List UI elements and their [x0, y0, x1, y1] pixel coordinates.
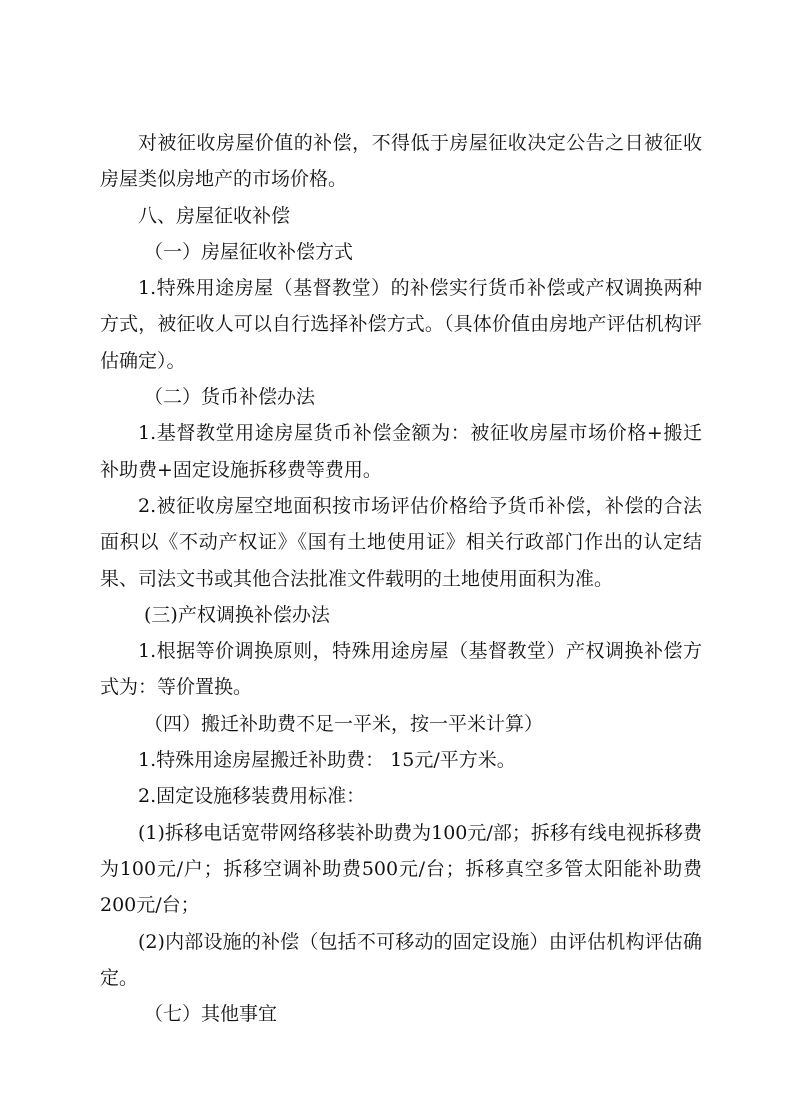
subheading-7: （七）其他事宜: [144, 1003, 278, 1026]
paragraph-equal-value-exchange: 1.根据等价调换原则，特殊用途房屋（基督教堂）产权调换补偿方式为：等价置换。: [100, 640, 702, 699]
paragraph-monetary-amount: 1.基督教堂用途房屋货币补偿金额为：被征收房屋市场价格+搬迁补助费+固定设施拆移费等费用。: [100, 422, 702, 481]
paragraph-vacant-land: 2.被征收房屋空地面积按市场评估价格给予货币补偿，补偿的合法面积以《不动产权证》《国有土地使用证》相关行政部门作出的认定结果、司法文书或其他合法批准文件载明的土地使用面积为准。: [100, 494, 702, 590]
section-heading-8: 八、房屋征收补偿: [138, 204, 291, 227]
paragraph-relocation-subsidy: 1.特殊用途房屋搬迁补助费： 15元/平方米。: [138, 749, 516, 772]
subheading-3: (三)产权调换补偿办法: [144, 603, 330, 626]
paragraph-compensation-methods: 1.特殊用途房屋（基督教堂）的补偿实行货币补偿或产权调换两种方式，被征收人可以自行选择补偿方式。（具体价值由房地产评估机构评估确定）。: [100, 277, 702, 372]
subheading-2: （二）货币补偿办法: [144, 386, 316, 409]
paragraph-internal-facilities: (2)内部设施的补偿（包括不可移动的固定设施）由评估机构评估确定。: [100, 930, 702, 989]
subheading-4: （四）搬迁补助费不足一平米，按一平米计算）: [144, 712, 544, 735]
paragraph-market-price-compensation: 对被征收房屋价值的补偿，不得低于房屋征收决定公告之日被征收房屋类似房地产的市场价格。: [100, 132, 702, 191]
document-body: [100, 125, 702, 1032]
paragraph-fixed-facility-standard: 2.固定设施移装费用标准：: [138, 785, 366, 808]
paragraph-facility-fees: (1)拆移电话宽带网络移装补助费为100元/部；拆移有线电视拆移费为100元/户；拆移空调补助费500元/台；拆移真空多管太阳能补助费200元/台；: [100, 821, 702, 917]
subheading-1: （一）房屋征收补偿方式: [144, 240, 354, 263]
